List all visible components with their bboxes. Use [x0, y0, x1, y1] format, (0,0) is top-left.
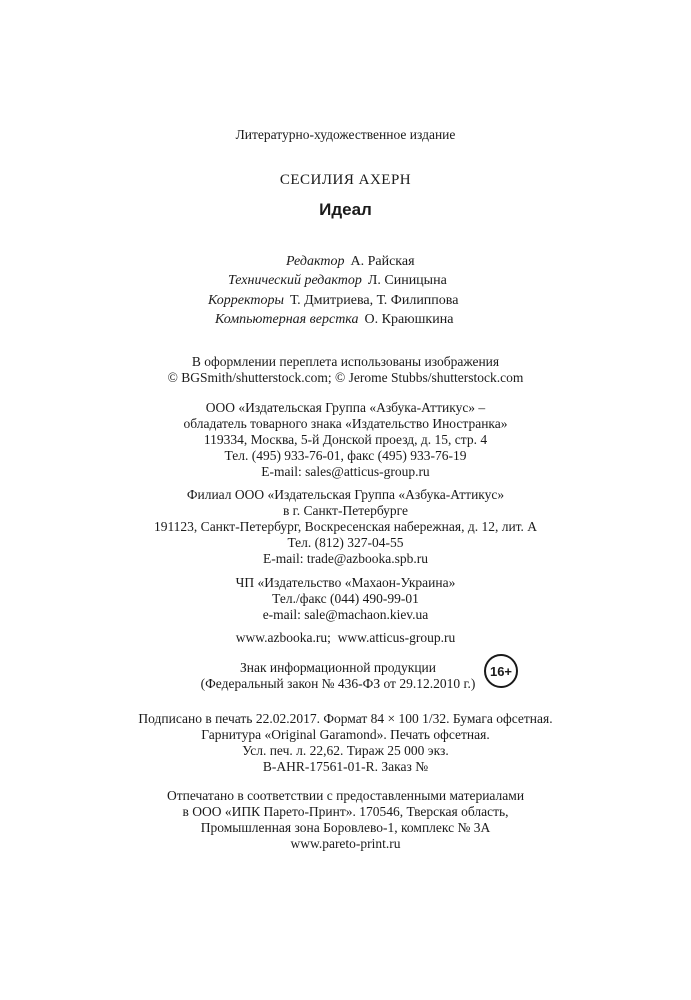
author-name: СЕСИЛИЯ АХЕРН — [279, 172, 412, 188]
credit-proofreaders — [208, 292, 458, 309]
text-line: B-AHR-17561-01-R. Заказ № — [262, 759, 429, 774]
text-line: Филиал ООО «Издательская Группа «Азбука-Аттикус» — [186, 487, 505, 502]
age-rating-badge: 16+ — [484, 654, 518, 688]
text-line: Тел. (495) 933-76-01, факс (495) 933-76-19 — [224, 448, 467, 463]
info-product-label: Знак информационной продукции — [239, 660, 437, 675]
text-line: Усл. печ. л. 22,62. Тираж 25 000 экз. — [242, 743, 449, 758]
credit-name: Л. Синицына — [367, 273, 447, 288]
credit-name: О. Краюшкина — [364, 312, 454, 327]
genre-label: Литературно-художественное издание — [235, 127, 456, 142]
text-line: ЧП «Издательство «Махаон-Украина» — [235, 575, 456, 590]
text-line: Гарнитура «Original Garamond». Печать офсетная. — [201, 727, 490, 742]
text-line: В оформлении переплета использованы изображения — [191, 354, 500, 369]
credit-name: Т. Дмитриева, Т. Филиппова — [289, 293, 459, 308]
text-line: E-mail: sales@atticus-group.ru — [261, 464, 430, 479]
text-line: в ООО «ИПК Парето-Принт». 170546, Тверская область, — [182, 804, 509, 819]
text-line: в г. Санкт-Петербурге — [282, 503, 409, 518]
credit-name: А. Райская — [350, 254, 415, 269]
text-line: Подписано в печать 22.02.2017. Формат 84 × 100 1/32. Бумага офсетная. — [138, 711, 553, 726]
book-title: Идеал — [319, 200, 372, 219]
text-line: 191123, Санкт-Петербург, Воскресенская набережная, д. 12, лит. А — [153, 519, 538, 534]
text-line: Промышленная зона Боровлево-1, комплекс № 3А — [200, 820, 491, 835]
text-line: ООО «Издательская Группа «Азбука-Аттикус» – — [205, 400, 486, 415]
credit-role: Корректоры — [208, 293, 284, 308]
credit-role: Компьютерная верстка — [215, 312, 359, 327]
text-line: Отпечатано в соответствии с предоставленными материалами — [166, 788, 525, 803]
credit-editor — [286, 253, 415, 270]
websites: www.azbooka.ru; www.atticus-group.ru — [235, 630, 456, 645]
text-line: 119334, Москва, 5-й Донской проезд, д. 15, стр. 4 — [203, 432, 488, 447]
text-line: © BGSmith/shutterstock.com; © Jerome Stubbs/shutterstock.com — [167, 370, 524, 385]
credit-layout — [215, 311, 453, 328]
text-line: Тел. (812) 327-04-55 — [287, 535, 404, 550]
credit-role: Редактор — [286, 254, 345, 269]
info-product-law: (Федеральный закон № 436-ФЗ от 29.12.2010 г.) — [200, 676, 476, 691]
text-line: e-mail: sale@machaon.kiev.ua — [262, 607, 429, 622]
text-line: обладатель товарного знака «Издательство Иностранка» — [183, 416, 508, 431]
text-line: E-mail: trade@azbooka.spb.ru — [263, 551, 428, 566]
credit-role: Технический редактор — [228, 273, 362, 288]
text-line: Тел./факс (044) 490-99-01 — [272, 591, 419, 606]
text-line: www.pareto-print.ru — [290, 836, 401, 851]
credit-tech-editor — [228, 272, 447, 289]
